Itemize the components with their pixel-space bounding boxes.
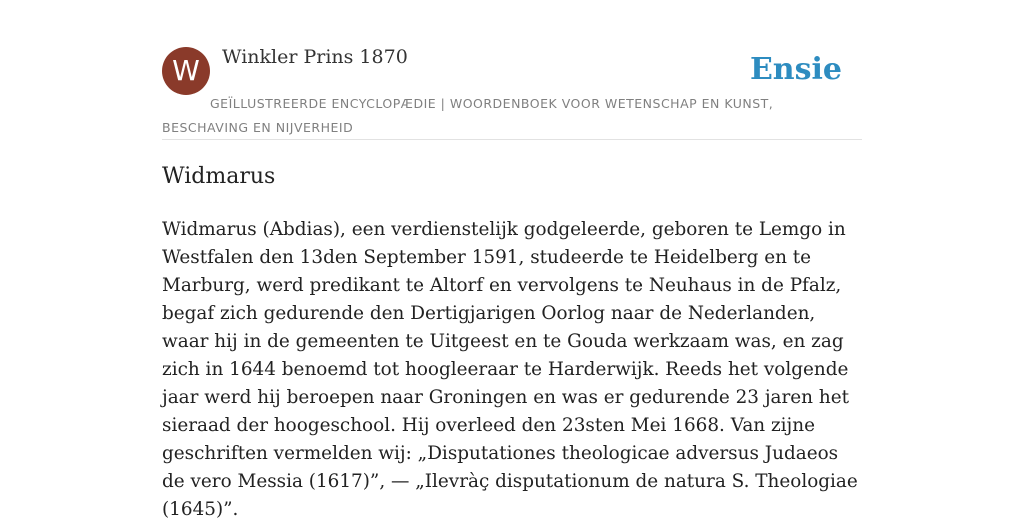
avatar-letter: W <box>172 54 200 87</box>
source-title-link[interactable]: Winkler Prins 1870 <box>222 46 408 68</box>
ensie-logo-link[interactable]: Ensie <box>749 52 842 87</box>
header-divider <box>162 139 862 140</box>
entry-body: Widmarus (Abdias), een verdienstelijk godgeleerde, geboren te Lemgo in Westfalen den 13den September 1591, studeerde te Heidelberg en te Marburg, werd predikant te Altorf en vervolgens te Neuhaus in de Pfalz, begaf zich gedurende den Dertigjarigen Oorlog naar de Nederlanden, waar hij in de gemeenten te Uitgeest en te Gouda werkzaam was, en zag zich in 1644 benoemd tot hoogleeraar te Harderwijk. Reeds het volgende jaar werd hij beroepen naar Groningen en was er gedurende 23 jaren het sieraad der hoogeschool. Hij overleed den 23sten Mei 1668. Van zijne geschriften vermelden wij: „Disputationes theologicae adversus Judaeos de vero Messia (1617)”, — „Ilevràç disputationum de natura S. Theologiae (1645)”. <box>162 219 858 520</box>
source-avatar[interactable] <box>162 47 210 95</box>
entry-title: Widmarus <box>162 164 276 189</box>
source-subtitle: GEÏLLUSTREERDE ENCYCLOPÆDIE | WOORDENBOEK VOOR WETENSCHAP EN KUNST, BESCHAVING EN NIJVERHEID <box>162 96 774 135</box>
